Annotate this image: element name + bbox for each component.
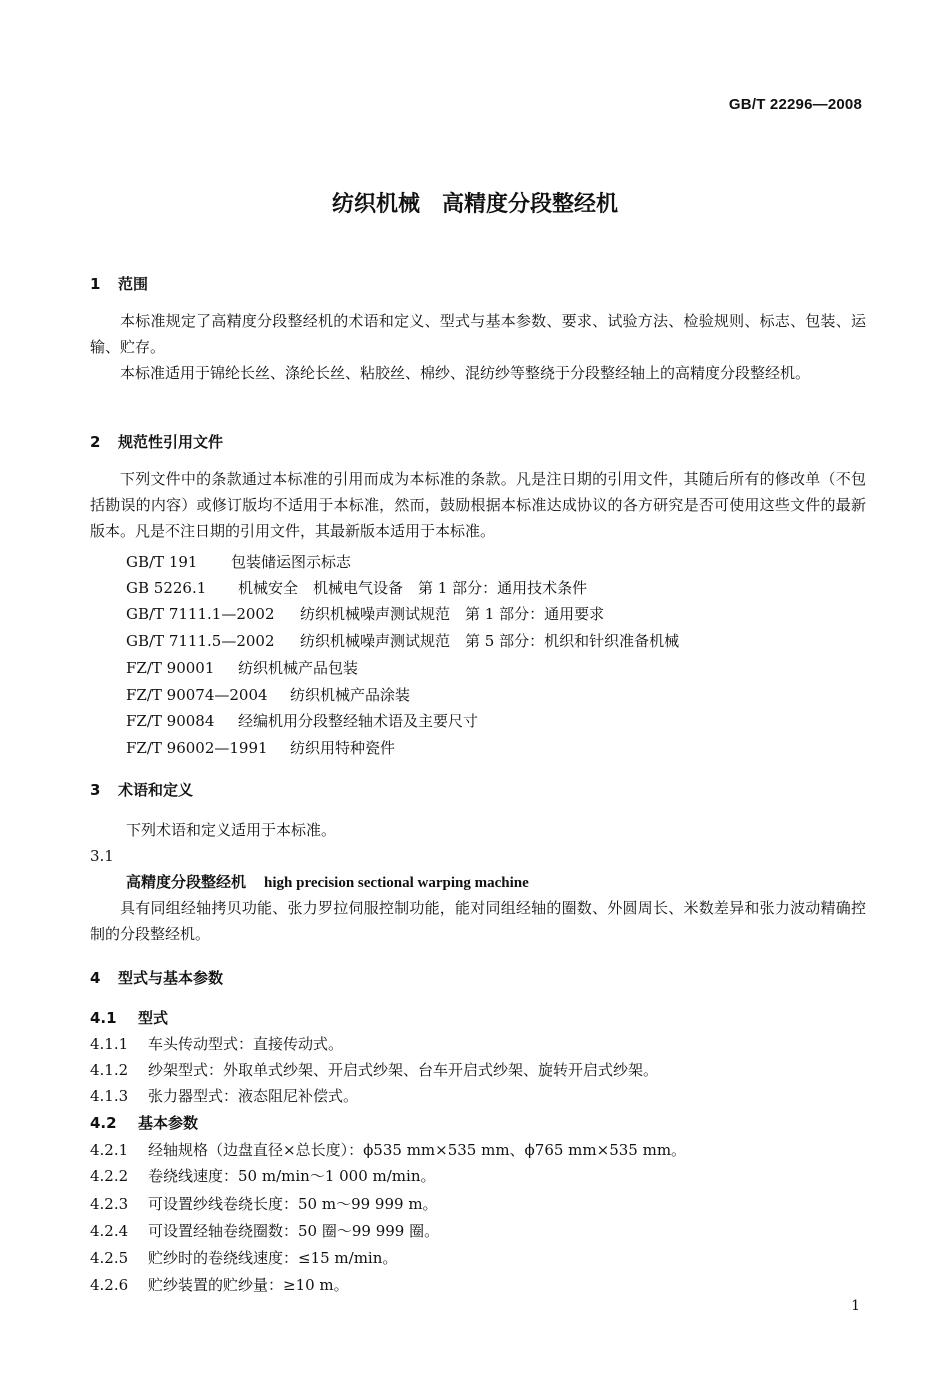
clause-item xyxy=(90,1058,658,1082)
subsection-number: 4.2 xyxy=(90,1114,117,1132)
reference-item xyxy=(126,736,395,760)
reference-title: 纺织机械噪声测试规范 第 5 部分：机织和针织准备机械 xyxy=(300,632,680,650)
page-number: 1 xyxy=(851,1298,860,1314)
section-1-paragraph-1: 本标准规定了高精度分段整经机的术语和定义、型式与基本参数、要求、试验方法、检验规则、标志、包装、运输、贮存。 xyxy=(90,312,866,356)
standard-number: GB/T 22296—2008 xyxy=(728,96,862,113)
section-title: 术语和定义 xyxy=(118,781,194,799)
clause-text: 可设置经轴卷绕圈数：50 圈～99 999 圈。 xyxy=(148,1222,440,1240)
reference-title: 纺织机械噪声测试规范 第 1 部分：通用要求 xyxy=(300,605,605,623)
term-number: 3.1 xyxy=(90,847,114,865)
reference-code: FZ/T 90074—2004 xyxy=(126,686,268,704)
term-english: high precision sectional warping machine xyxy=(264,875,529,891)
reference-code: GB/T 7111.5—2002 xyxy=(126,632,275,650)
reference-item xyxy=(126,656,358,680)
subsection-title: 基本参数 xyxy=(138,1114,199,1132)
subsection-4-1-heading xyxy=(90,1006,168,1030)
clause-text: 贮纱时的卷绕线速度：≤15 m/min。 xyxy=(148,1249,398,1267)
reference-item xyxy=(126,709,478,733)
clause-item xyxy=(90,1192,438,1216)
clause-number: 4.1.3 xyxy=(90,1087,129,1105)
clause-number: 4.2.2 xyxy=(90,1167,129,1185)
clause-text: 经轴规格（边盘直径×总长度）：ϕ535 mm×535 mm、ϕ765 mm×535 mm。 xyxy=(148,1141,687,1159)
section-number: 2 xyxy=(90,433,101,451)
clause-number: 4.2.5 xyxy=(90,1249,129,1267)
clause-item xyxy=(90,1246,397,1270)
section-number: 3 xyxy=(90,781,101,799)
section-1-heading xyxy=(90,272,148,296)
reference-code: FZ/T 96002—1991 xyxy=(126,739,268,757)
section-2-paragraph-1: 下列文件中的条款通过本标准的引用而成为本标准的条款。凡是注日期的引用文件，其随后所有的修改单（不包括勘误的内容）或修订版均不适用于本标准，然而，鼓励根据本标准达成协议的各方研究是否可使用这些文件的最新版本。凡是不注日期的引用文件，其最新版本适用于本标准。 xyxy=(90,470,866,540)
reference-title: 经编机用分段整经轴术语及主要尺寸 xyxy=(238,712,479,730)
reference-code: GB 5226.1 xyxy=(126,579,207,597)
clause-item xyxy=(90,1032,343,1056)
section-4-heading xyxy=(90,966,223,990)
document-title: 纺织机械 高精度分段整经机 xyxy=(331,192,618,217)
clause-number: 4.1.2 xyxy=(90,1061,129,1079)
section-title: 范围 xyxy=(118,275,149,293)
clause-text: 卷绕线速度：50 m/min～1 000 m/min。 xyxy=(148,1167,436,1185)
clause-item xyxy=(90,1273,349,1297)
clause-item xyxy=(90,1138,686,1162)
clause-item xyxy=(90,1164,435,1188)
clause-text: 可设置纱线卷绕长度：50 m～99 999 m。 xyxy=(148,1195,438,1213)
section-3-paragraph-1: 下列术语和定义适用于本标准。 xyxy=(126,821,337,839)
reference-title: 包装储运图示标志 xyxy=(231,553,352,571)
reference-title: 纺织机械产品包装 xyxy=(238,659,359,677)
clause-item xyxy=(90,1084,358,1108)
reference-item xyxy=(126,602,604,626)
reference-title: 机械安全 机械电气设备 第 1 部分：通用技术条件 xyxy=(238,579,588,597)
clause-text: 纱架型式：外取单式纱架、开启式纱架、台车开启式纱架、旋转开启式纱架。 xyxy=(148,1061,659,1079)
reference-item xyxy=(126,576,587,600)
section-title: 型式与基本参数 xyxy=(118,969,224,987)
reference-code: GB/T 7111.1—2002 xyxy=(126,605,275,623)
clause-text: 贮纱装置的贮纱量：≥10 m。 xyxy=(148,1276,349,1294)
section-title: 规范性引用文件 xyxy=(118,433,224,451)
section-number: 1 xyxy=(90,275,101,293)
subsection-title: 型式 xyxy=(138,1009,169,1027)
reference-item xyxy=(126,683,410,707)
clause-text: 张力器型式：液态阻尼补偿式。 xyxy=(148,1087,359,1105)
clause-number: 4.2.4 xyxy=(90,1222,129,1240)
term-definition: 具有同组经轴拷贝功能、张力罗拉伺服控制功能，能对同组经轴的圈数、外圆周长、米数差异和张力波动精确控制的分段整经机。 xyxy=(90,899,866,943)
clause-text: 车头传动型式：直接传动式。 xyxy=(148,1035,344,1053)
subsection-number: 4.1 xyxy=(90,1009,117,1027)
clause-number: 4.1.1 xyxy=(90,1035,129,1053)
section-number: 4 xyxy=(90,969,101,987)
reference-code: FZ/T 90001 xyxy=(126,659,215,677)
reference-code: FZ/T 90084 xyxy=(126,712,215,730)
section-1-paragraph-2: 本标准适用于锦纶长丝、涤纶长丝、粘胶丝、棉纱、混纺纱等整绕于分段整经轴上的高精度分段整经机。 xyxy=(120,364,811,382)
clause-item xyxy=(90,1219,439,1243)
term-chinese: 高精度分段整经机 xyxy=(126,873,247,891)
reference-code: GB/T 191 xyxy=(126,553,198,571)
clause-number: 4.2.6 xyxy=(90,1276,129,1294)
clause-number: 4.2.1 xyxy=(90,1141,129,1159)
section-3-heading xyxy=(90,778,193,802)
section-2-heading xyxy=(90,430,223,454)
term-heading xyxy=(126,870,529,895)
clause-number: 4.2.3 xyxy=(90,1195,129,1213)
reference-title: 纺织机械产品涂装 xyxy=(290,686,411,704)
reference-title: 纺织用特种瓷件 xyxy=(290,739,396,757)
reference-item xyxy=(126,629,679,653)
reference-item xyxy=(126,550,351,574)
subsection-4-2-heading xyxy=(90,1111,198,1135)
